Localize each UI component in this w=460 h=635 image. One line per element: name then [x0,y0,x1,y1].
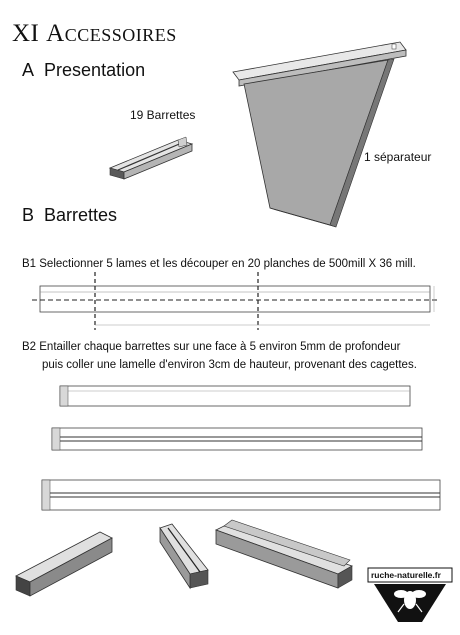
step-b1-text: B1 Selectionner 5 lames et les découper en 20 planches de 500mill X 36 mill. [22,258,416,270]
section-a-letter: A [22,60,35,80]
separator-drawing [233,42,406,227]
bar-piece-middle-drawing [160,524,208,588]
separateur-label: 1 séparateur [364,150,432,164]
barrette-small-drawing [110,137,192,179]
bar-grooved-drawing [52,428,422,450]
section-a-title: Presentation [44,60,146,80]
section-b-letter: B [22,205,35,225]
bar-plain-drawing [60,386,410,406]
logo-text: ruche-naturelle.fr [371,570,441,580]
barrettes-count-label: 19 Barrettes [130,108,196,122]
bar-piece-right-drawing [216,520,352,588]
plank-b1-drawing [32,272,440,330]
step-b2-line2: puis coller une lamelle d'environ 3cm de hauteur, provenant des cagettes. [42,359,417,371]
bar-with-lamella-drawing [42,480,440,510]
step-b2-line1: B2 Entailler chaque barrettes sur une face à 5 environ 5mm de profondeur [22,341,401,353]
bar-piece-left-drawing [16,532,112,596]
title-main: Accessoires [46,20,177,47]
section-b-title: Barrettes [44,205,118,225]
title-prefix: XI [12,20,40,47]
